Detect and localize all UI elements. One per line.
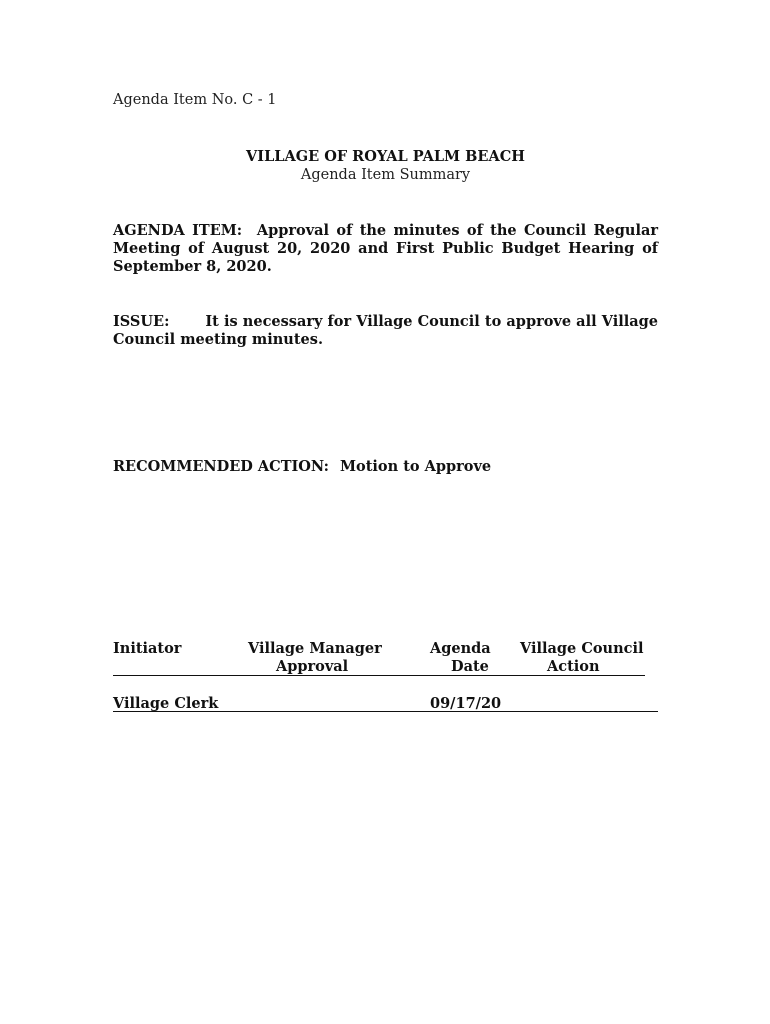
agenda-item-number: Agenda Item No. C - 1: [113, 92, 277, 108]
document-subtitle: Agenda Item Summary: [300, 167, 471, 183]
document-page: [113, 0, 658, 1024]
document-title: VILLAGE OF ROYAL PALM BEACH: [246, 148, 525, 165]
issue-text: It is necessary for Village Council to approve all Village Council meeting minutes.: [113, 313, 658, 348]
values-underline: [113, 711, 658, 712]
initiator-header: Initiator: [113, 640, 182, 657]
initiator-value: Village Clerk: [113, 695, 219, 712]
header-underline: [113, 675, 645, 676]
agenda-item-label: AGENDA ITEM:: [113, 222, 243, 239]
village-manager-header: Village Manager: [248, 640, 382, 657]
recommended-action-value: Motion to Approve: [340, 458, 492, 475]
issue-label: ISSUE:: [113, 313, 170, 330]
approval-header: Approval: [276, 658, 349, 675]
agenda-item-text: Approval of the minutes of the Council Regular Meeting of August 20, 2020 and First Public Budget Hearing of September 8, 2020.: [113, 222, 658, 275]
village-council-header: Village Council: [520, 640, 644, 657]
agenda-header: Agenda: [430, 640, 491, 657]
date-header: Date: [451, 658, 489, 675]
agenda-date-value: 09/17/20: [430, 695, 502, 712]
issue-paragraph: [113, 313, 658, 349]
recommended-action-label: RECOMMENDED ACTION:: [113, 458, 330, 475]
agenda-item-paragraph: [113, 222, 658, 276]
action-header: Action: [547, 658, 600, 675]
